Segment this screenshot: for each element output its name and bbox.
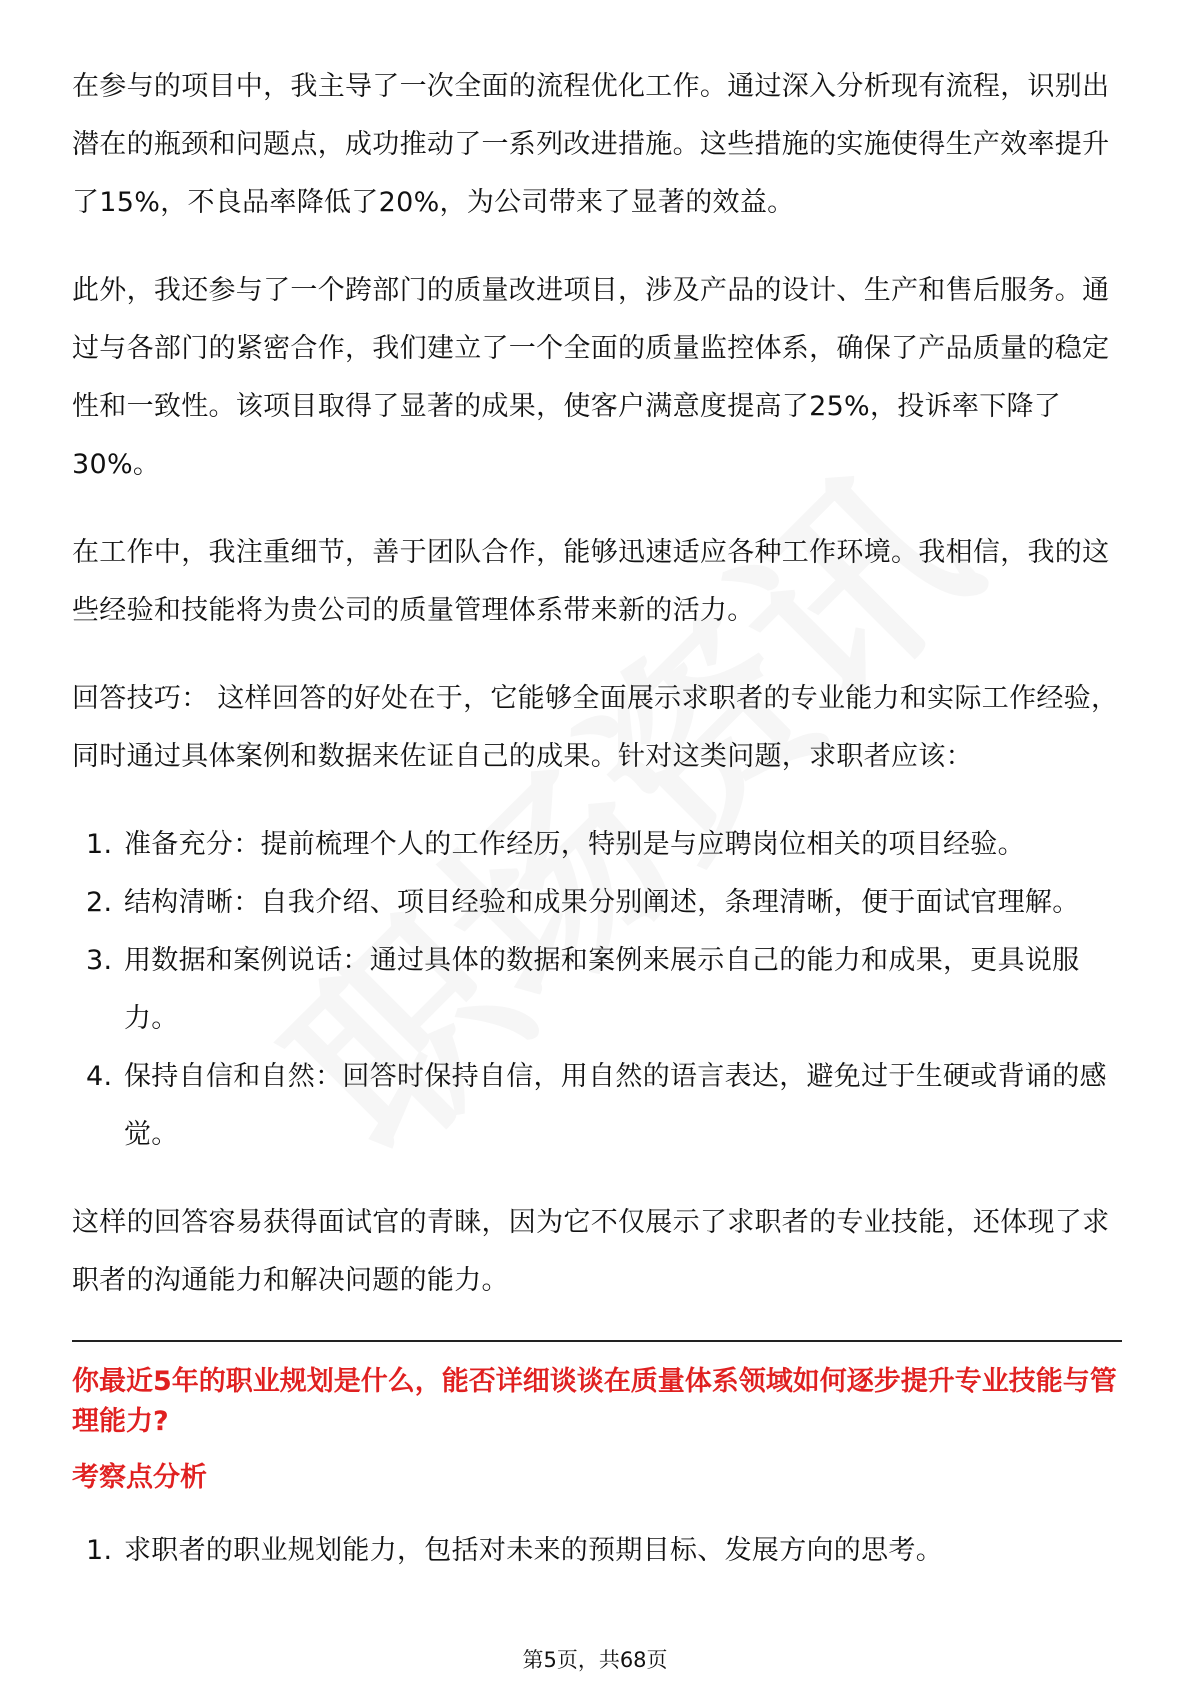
- paragraph-cross-department-project: 此外，我还参与了一个跨部门的质量改进项目，涉及产品的设计、生产和售后服务。通过与各部门的紧密合作，我们建立了一个全面的质量监控体系，确保了产品质量的稳定性和一致性。该项目取得了显著的成果，使客户满意度提高了25%，投诉率下降了30%。: [72, 275, 1110, 480]
- list-item-text: 保持自信和自然：回答时保持自信，用自然的语言表达，避免过于生硬或背诵的感觉。: [124, 1061, 1107, 1150]
- list-item-number: 1.: [86, 1535, 113, 1566]
- paragraph-process-optimization: 在参与的项目中，我主导了一次全面的流程优化工作。通过深入分析现有流程，识别出潜在的瓶颈和问题点，成功推动了一系列改进措施。这些措施的实施使得生产效率提升了15%，不良品率降低了20%，为公司带来了显著的效益。: [72, 71, 1110, 218]
- list-item-number: 3.: [86, 945, 113, 976]
- list-item-number: 2.: [86, 887, 113, 918]
- section-divider: [72, 1340, 1122, 1342]
- paragraph-answer-tips: 回答技巧： 这样回答的好处在于，它能够全面展示求职者的专业能力和实际工作经验，同时通过具体案例和数据来佐证自己的成果。针对这类问题，求职者应该：: [72, 683, 1119, 772]
- tips-list: [72, 816, 1122, 1164]
- paragraph-conclusion: 这样的回答容易获得面试官的青睐，因为它不仅展示了求职者的专业技能，还体现了求职者的沟通能力和解决问题的能力。: [72, 1207, 1110, 1296]
- paragraph-work-attitude: 在工作中，我注重细节，善于团队合作，能够迅速适应各种工作环境。我相信，我的这些经验和技能将为贵公司的质量管理体系带来新的活力。: [72, 537, 1110, 626]
- list-item-text: 用数据和案例说话：通过具体的数据和案例来展示自己的能力和成果，更具说服力。: [124, 945, 1080, 1034]
- analysis-points-list: [72, 1522, 1122, 1580]
- list-item-text: 求职者的职业规划能力，包括对未来的预期目标、发展方向的思考。: [124, 1535, 943, 1566]
- list-item: [72, 816, 1122, 874]
- list-item-text: 准备充分：提前梳理个人的工作经历，特别是与应聘岗位相关的项目经验。: [124, 829, 1025, 860]
- question-heading: 你最近5年的职业规划是什么，能否详细谈谈在质量体系领域如何逐步提升专业技能与管理能力?: [72, 1366, 1117, 1437]
- document-page: [72, 58, 1122, 1610]
- list-item: [72, 1048, 1122, 1164]
- page-footer: 第5页，共68页: [522, 1648, 668, 1672]
- list-item-text: 结构清晰：自我介绍、项目经验和成果分别阐述，条理清晰，便于面试官理解。: [124, 887, 1080, 918]
- list-item: [72, 932, 1122, 1048]
- list-item: [72, 1522, 1122, 1580]
- list-item-number: 1.: [86, 829, 113, 860]
- analysis-heading: 考察点分析: [72, 1462, 207, 1493]
- list-item: [72, 874, 1122, 932]
- list-item-number: 4.: [86, 1061, 113, 1092]
